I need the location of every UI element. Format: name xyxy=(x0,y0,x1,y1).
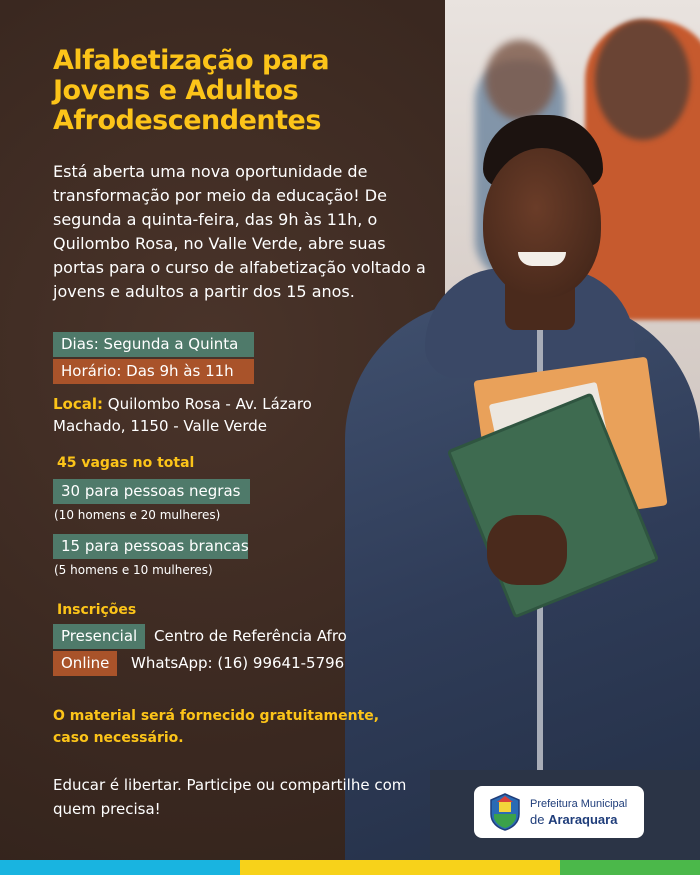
bottom-color-bar xyxy=(0,860,700,875)
intro-text: Está aberta uma nova oportunidade de transformação por meio da educação! De segunda a quinta-feira, das 9h às 11h, o Quilombo Rosa, no Valle Verde, abre suas portas para o curso de alfabetização voltado a jovens e adultos a partir dos 15 anos. xyxy=(53,162,426,301)
online-tag: Online xyxy=(53,651,117,676)
days-tag: Dias: Segunda a Quinta xyxy=(53,332,254,357)
student-smile xyxy=(518,252,566,266)
vacancies-group2: 15 para pessoas brancas xyxy=(53,534,248,559)
location-line1: Quilombo Rosa - Av. Lázaro xyxy=(103,395,312,413)
closing-message: Educar é libertar. Participe ou compartilhe com quem precisa! xyxy=(53,776,407,818)
prefeitura-logo xyxy=(474,786,644,838)
student-head xyxy=(483,148,601,298)
student-hand xyxy=(487,515,567,585)
online-value: WhatsApp: (16) 99641-5796 xyxy=(131,654,345,672)
logo-line2 xyxy=(530,812,627,827)
logo-line1: Prefeitura Municipal xyxy=(530,798,628,810)
city-crest-icon xyxy=(488,792,522,832)
bar-segment-cyan xyxy=(0,860,240,875)
location-label: Local: xyxy=(53,395,104,413)
vacancies-group1-detail: (10 homens e 20 mulheres) xyxy=(54,508,221,522)
poster-title: Alfabetização para Jovens e Adultos Afrodescendentes xyxy=(53,45,330,136)
location-block xyxy=(53,393,353,437)
registration-heading: Inscrições xyxy=(57,602,137,618)
vacancies-group2-detail: (5 homens e 10 mulheres) xyxy=(54,563,213,577)
in-person-tag: Presencial xyxy=(53,624,145,649)
location-line2: Machado, 1150 - Valle Verde xyxy=(53,417,268,435)
hours-tag: Horário: Das 9h às 11h xyxy=(53,359,254,384)
background-person-2-head xyxy=(485,40,555,120)
bar-segment-yellow xyxy=(240,860,560,875)
material-note: O material será fornecido gratuitamente, caso necessário. xyxy=(53,708,380,746)
in-person-value: Centro de Referência Afro xyxy=(154,627,347,645)
bar-segment-green xyxy=(560,860,700,875)
background-person-head xyxy=(595,20,690,140)
logo-text xyxy=(530,797,627,827)
vacancies-total: 45 vagas no total xyxy=(57,455,195,471)
logo-city-name: Araraquara xyxy=(548,812,618,827)
vacancies-group1: 30 para pessoas negras xyxy=(53,479,250,504)
logo-line2-prefix: de xyxy=(530,812,549,827)
